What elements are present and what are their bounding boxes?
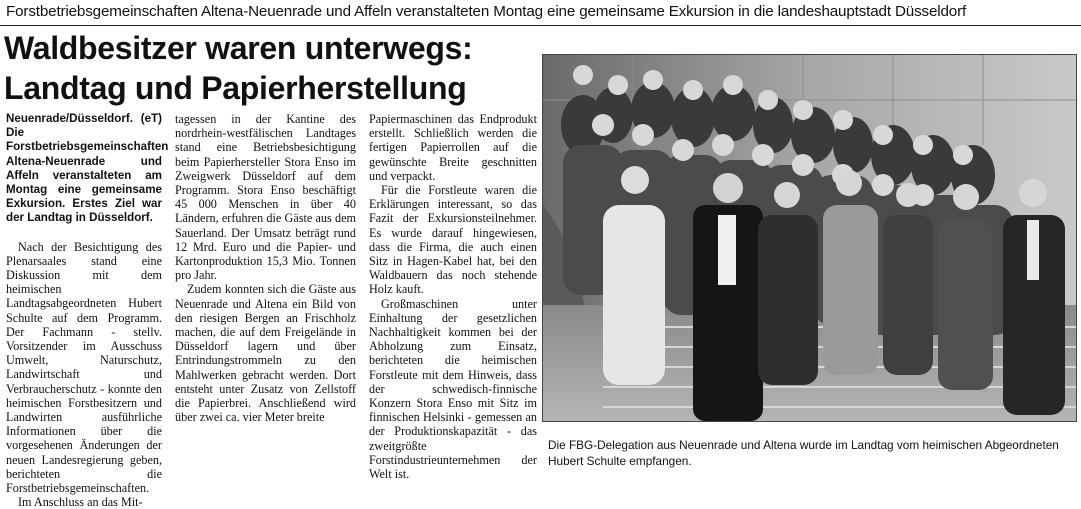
article-paragraph: tagessen in der Kantine des nordrhein-westfälischen Landtages stand eine Betriebsbesichtigung beim Papierhersteller Stora Enso im Zweigwerk Düsseldorf auf dem Programm. Stora Enso beschäftigt 45 000 Menschen in über 40 Ländern, erfuhren die Gäste aus dem Sauerland. Der Umsatz beträgt rund 12 Mrd. Euro und die Papier- und Kartonproduktion 15,3 Mio. Tonnen pro Jahr. (175, 112, 356, 283)
article-paragraph: Papiermaschinen das Endprodukt erstellt. Schließlich werden die fertigen Papierrollen auf die gewünschte Breite geschnitten und verpackt. (369, 112, 537, 183)
article-paragraph: Im Anschluss an das Mit- (18, 495, 143, 509)
article-paragraph: Nach der Besichtigung des Plenarsaales stand eine Diskussion mit dem heimischen Landtagsabgeordneten Hubert Schulte auf dem Programm. Der Fachmann - stellv. Vorsitzender im Ausschuss Umwelt, Naturschutz, Landwirtschaft und Verbraucherschutz - konnte den heimischen Forstbesitzern und Landwirten ausführliche Informationen über die vorgesehenen Änderungen der neuen Landesregierung geben, berichteten die Forstbetriebsgemeinschaften. (6, 239, 162, 496)
photo-caption: Die FBG-Delegation aus Neuenrade und Altena wurde im Landtag vom heimischen Abgeordneten Hubert Schulte empfangen. (548, 438, 1059, 468)
article-column-2 (175, 112, 356, 424)
article-paragraph: Für die Forstleute waren die Erklärungen interessant, so das Fazit der Exkursionsteilnehmer. Es wurde darauf hingewiesen, dass die Firma, die auch einen Sitz in Hagen-Kabel hat, bei den Waldbauern das noch stehende Holz kauft. (369, 183, 537, 297)
article-paragraph: Zudem konnten sich die Gäste aus Neuenrade und Altena ein Bild von den riesigen Bergen an Frischholz machen, die auf dem Freigelände in Düsseldorf lagern und über Entrindungstrommeln zu den Mahlwerken gebracht werden. Dort entsteht unter Zusatz von Zellstoff die Papierbrei. Anschließend wird über zwei ca. vier Meter breite (175, 282, 356, 425)
paragraph-gap (6, 226, 162, 240)
headline-line-2: Landtag und Papierherstellung (4, 70, 467, 106)
article-column-1 (6, 112, 169, 509)
headline-line-1: Waldbesitzer waren unterwegs: (4, 30, 473, 66)
group-photo-illustration (543, 55, 1076, 421)
article-lead: Neuenrade/Düsseldorf. (eT) Die Forstbetriebsgemeinschaften Altena-Neuenrade und Affeln veranstalteten am Montag eine gemeinsame Exkursion. Erstes Ziel war der Landtag in Düsseldorf. (6, 112, 169, 225)
header-rule (0, 25, 1081, 26)
article-column-3 (369, 112, 537, 481)
article-paragraph: Großmaschinen unter Einhaltung der gesetzlichen Nachhaltigkeit kommen bei der Abholzung zum Einsatz, berichteten die heimischen Forstleute mit dem Hinweis, dass der schwedisch-finnische Konzern Stora Enso mit Sitz im finnischen Helsinki - gemessen an der Produktionskapazität - das zweitgrößte Forstindustrieunternehmen der Welt ist. (369, 296, 537, 482)
kicker-line: Forstbetriebsgemeinschaften Altena-Neuenrade und Affeln veranstalteten Montag eine gemeinsame Exkursion in die landeshauptstadt Düsseldorf (6, 3, 967, 20)
headline (4, 28, 524, 108)
group-photo (542, 54, 1077, 422)
